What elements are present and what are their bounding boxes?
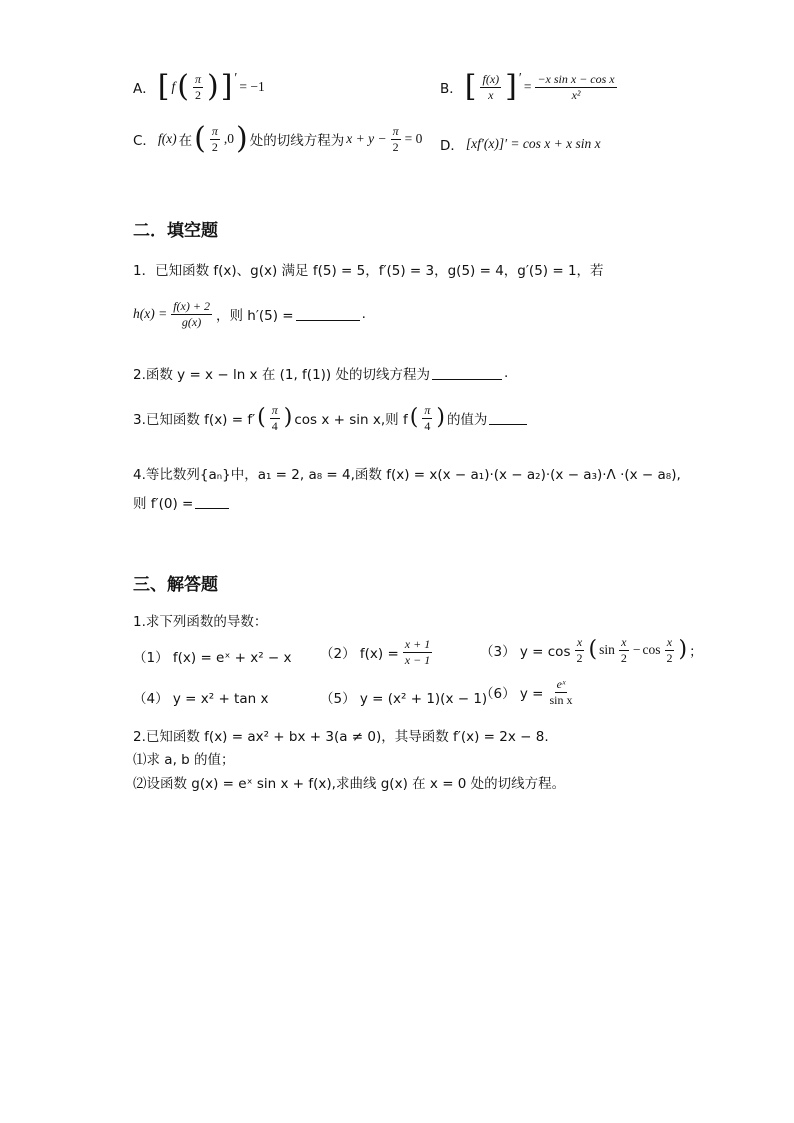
option-d xyxy=(440,134,601,154)
paren-right: ) xyxy=(236,121,248,156)
sin-word: sin xyxy=(599,642,615,658)
pi-over-four: $\frac{\pi}{4}$ xyxy=(424,403,431,433)
option-d-label: D． xyxy=(440,138,464,154)
s2-q3 xyxy=(133,404,527,432)
paren-left: ( xyxy=(588,637,598,663)
s2-q3-c: 的值为 xyxy=(446,412,488,429)
s2-q2-text: 2.函数 y = x − ln x 在 (1, f(1)) 处的切线方程为 xyxy=(133,367,430,383)
zai-text: 在 xyxy=(178,133,193,149)
s3-p4: （4） y = x² + tan x xyxy=(133,691,269,707)
option-b-label: B． xyxy=(440,81,463,97)
s3-p5: （5） y = (x² + 1)(x − 1) xyxy=(320,691,488,707)
s3-p2-fraction: $\frac{x + 1}{x - 1}$ xyxy=(404,637,431,667)
paren-right: ) xyxy=(436,405,445,431)
prime-mark: ′ xyxy=(234,70,238,85)
comma-zero: ,0 xyxy=(223,131,235,146)
pi-over-two: $\frac{\pi}{2}$ xyxy=(194,71,201,102)
s3-p6 xyxy=(480,678,577,706)
option-c xyxy=(133,121,423,156)
bracket-left: [ xyxy=(464,69,477,104)
fx-symbol: f(x) xyxy=(157,131,177,146)
option-d-expr: [xf′(x)]′ = cos x + x sin x xyxy=(465,136,601,151)
s2-q3-a: 3.已知函数 f(x) = f′ xyxy=(133,412,256,429)
prime-mark: ′ xyxy=(518,70,522,85)
h-def: h(x) = xyxy=(133,306,168,322)
s2-q4-line2 xyxy=(133,492,229,512)
paren-right: ) xyxy=(206,69,219,104)
cos-word: cos xyxy=(642,642,661,658)
answer-blank[interactable] xyxy=(195,496,229,509)
s2-q4-line2-text: 则 f′(0) = xyxy=(133,496,194,512)
option-c-label: C． xyxy=(133,133,156,149)
paren-left: ( xyxy=(409,405,419,431)
f-symbol: f xyxy=(171,79,176,94)
option-c-eq-end: = 0 xyxy=(404,131,423,146)
period: . xyxy=(361,306,366,323)
s3-p6-fraction: $\frac{\text{eˣ}}{\text{sin x}}$ xyxy=(549,677,573,707)
period: . xyxy=(503,365,509,381)
fx-over-x: $\frac{f(x)}{x}$ xyxy=(482,71,500,102)
h-tail: ，则 h′(5) = xyxy=(215,308,294,325)
equals: = xyxy=(523,79,532,94)
s2-q1-line2 xyxy=(133,300,366,328)
section3-title: 三、解答题 xyxy=(133,575,218,595)
answer-blank[interactable] xyxy=(432,367,502,380)
option-c-text: 处的切线方程为 xyxy=(249,133,345,149)
s3-p2 xyxy=(320,638,434,666)
x-over-two: $\frac{x}{2}$ xyxy=(576,635,583,665)
option-b xyxy=(440,69,619,104)
paren-left: ( xyxy=(257,405,266,431)
s3-p6-pre: （6） y = xyxy=(480,686,544,703)
s3-q2-line3: ⑵设函数 g(x) = eˣ sin x + f(x),求曲线 g(x) 在 x = 0 处的切线方程。 xyxy=(133,776,566,792)
paren-right: ) xyxy=(283,405,293,431)
answer-blank[interactable] xyxy=(489,412,527,425)
semicolon: ； xyxy=(689,644,703,661)
paren-left: ( xyxy=(177,69,189,104)
paren-right: ) xyxy=(678,637,688,663)
option-a xyxy=(133,69,265,104)
answer-blank[interactable] xyxy=(296,308,360,321)
pi-over-two: $\frac{\pi}{2}$ xyxy=(211,123,218,154)
s2-q1-line1: 1．已知函数 f(x)、g(x) 满足 f(5) = 5，f′(5) = 3，g(5) = 4，g′(5) = 1，若 xyxy=(133,263,604,279)
s3-q2-line2: ⑴求 a, b 的值； xyxy=(133,752,235,768)
section2-title: 二．填空题 xyxy=(133,221,218,241)
s3-p3 xyxy=(480,636,703,664)
x-over-two: $\frac{x}{2}$ xyxy=(620,635,627,665)
option-c-eq: x + y − xyxy=(346,131,387,146)
s2-q4-line1: 4.等比数列{aₙ}中，a₁ = 2, a₈ = 4,函数 f(x) = x(x − a₁)·(x − a₂)·(x − a₃)·Λ ·(x − a₈), xyxy=(133,467,681,483)
s2-q2 xyxy=(133,363,508,383)
bracket-right: ] xyxy=(505,69,517,104)
pi-over-four: $\frac{\pi}{4}$ xyxy=(271,403,278,433)
minus-sign: − xyxy=(632,642,641,658)
x-over-two: $\frac{x}{2}$ xyxy=(666,635,673,665)
paren-left: ( xyxy=(194,121,206,156)
s3-p3-pre: （3） y = cos xyxy=(480,644,571,661)
s3-q1-intro: 1.求下列函数的导数： xyxy=(133,614,268,630)
s3-p2-pre: （2） f(x) = xyxy=(320,646,399,663)
pi-over-two: $\frac{\pi}{2}$ xyxy=(392,123,399,154)
bracket-left: [ xyxy=(157,69,170,104)
option-b-fraction: $\frac{\text{−x sin x − cos x}}{\text{x²}}$ xyxy=(537,71,615,102)
s3-p1: （1） f(x) = eˣ + x² − x xyxy=(133,650,292,666)
s2-q3-b: cos x + sin x,则 f xyxy=(294,412,408,429)
s3-q2-line1: 2.已知函数 f(x) = ax² + bx + 3(a ≠ 0)，其导函数 f′(x) = 2x − 8. xyxy=(133,729,549,745)
bracket-right: ] xyxy=(220,69,233,104)
option-a-label: A． xyxy=(133,81,156,97)
h-fraction: $\frac{f(x) + 2}{g(x)}$ xyxy=(173,299,210,329)
option-a-rhs: = −1 xyxy=(239,79,265,94)
